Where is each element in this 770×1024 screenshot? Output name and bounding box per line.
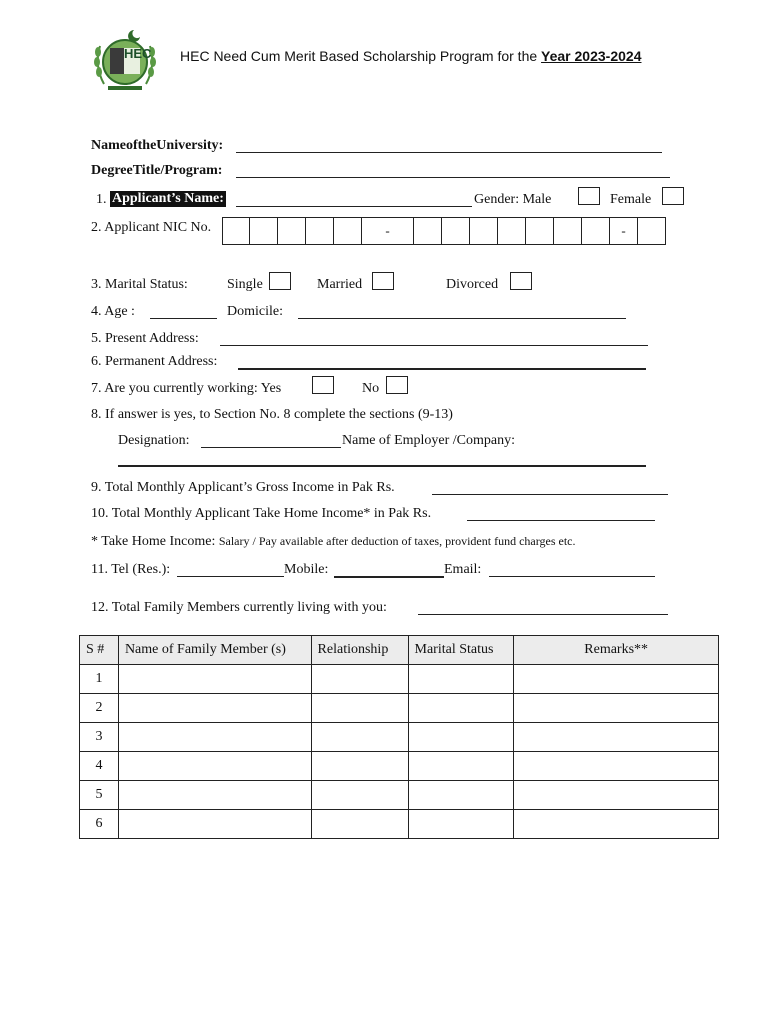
nic-digit-box[interactable] — [278, 217, 306, 245]
male-checkbox[interactable] — [578, 187, 600, 205]
age-line[interactable] — [150, 318, 217, 319]
family-members-line[interactable] — [418, 614, 668, 615]
married-label: Married — [317, 277, 363, 292]
cell-remarks[interactable] — [514, 665, 719, 694]
email-line[interactable] — [489, 576, 655, 577]
title-year: Year 2023-2024 — [541, 48, 642, 64]
designation-label: Designation: — [118, 433, 190, 448]
col-serial: S # — [80, 636, 119, 665]
nic-separator: - — [362, 217, 414, 245]
domicile-line[interactable] — [298, 318, 626, 319]
nic-digit-box[interactable] — [250, 217, 278, 245]
married-checkbox[interactable] — [372, 272, 394, 290]
nic-digit-box[interactable] — [306, 217, 334, 245]
row-number: 5 — [80, 781, 119, 810]
nic-digit-box[interactable] — [414, 217, 442, 245]
cell-relationship[interactable] — [311, 781, 408, 810]
nic-digit-box[interactable] — [222, 217, 250, 245]
nic-digit-box[interactable] — [554, 217, 582, 245]
q1-number: 1. — [96, 192, 107, 207]
nic-digit-box[interactable] — [442, 217, 470, 245]
gross-income-label: 9. Total Monthly Applicant’s Gross Income in Pak Rs. — [91, 480, 395, 495]
nic-separator: - — [610, 217, 638, 245]
table-row — [80, 694, 719, 723]
applicant-name-label: Applicant’s Name: — [112, 191, 224, 206]
title-prefix: HEC Need Cum Merit Based Scholarship Program for the — [180, 48, 542, 64]
family-members-label: 12. Total Family Members currently living with you: — [91, 600, 387, 615]
take-home-income-line[interactable] — [467, 520, 655, 521]
degree-label: DegreeTitle/Program: — [91, 163, 223, 178]
col-remarks: Remarks** — [514, 636, 719, 665]
cell-remarks[interactable] — [514, 694, 719, 723]
female-label: Female — [610, 192, 652, 207]
nic-digit-box[interactable] — [470, 217, 498, 245]
mobile-label: Mobile: — [284, 562, 329, 577]
table-row — [80, 752, 719, 781]
nic-digit-box[interactable] — [582, 217, 610, 245]
col-relationship: Relationship — [311, 636, 408, 665]
cell-relationship[interactable] — [311, 752, 408, 781]
degree-line[interactable] — [236, 177, 670, 178]
gross-income-line[interactable] — [432, 494, 668, 495]
working-label: 7. Are you currently working: Yes — [91, 381, 282, 396]
nic-digit-box[interactable] — [498, 217, 526, 245]
cell-relationship[interactable] — [311, 810, 408, 839]
cell-name[interactable] — [118, 694, 311, 723]
col-marital-status: Marital Status — [408, 636, 514, 665]
gender-label: Gender: Male — [474, 192, 552, 207]
row-number: 6 — [80, 810, 119, 839]
divorced-label: Divorced — [446, 277, 499, 292]
section-instruction: 8. If answer is yes, to Section No. 8 complete the sections (9-13) — [91, 407, 453, 422]
cell-marital[interactable] — [408, 781, 514, 810]
table-header-row — [80, 636, 719, 665]
nic-digit-box[interactable] — [526, 217, 554, 245]
hec-logo — [90, 22, 160, 96]
cell-remarks[interactable] — [514, 723, 719, 752]
family-table — [79, 635, 719, 839]
nic-digit-box[interactable] — [638, 217, 666, 245]
working-no-label: No — [362, 381, 380, 396]
cell-relationship[interactable] — [311, 723, 408, 752]
applicant-name-line[interactable] — [236, 206, 472, 207]
tel-line[interactable] — [177, 576, 284, 577]
row-number: 1 — [80, 665, 119, 694]
cell-marital[interactable] — [408, 665, 514, 694]
table-row — [80, 781, 719, 810]
working-yes-checkbox[interactable] — [312, 376, 334, 394]
logo-text: HEC — [124, 46, 152, 61]
cell-relationship[interactable] — [311, 665, 408, 694]
female-checkbox[interactable] — [662, 187, 684, 205]
cell-name[interactable] — [118, 665, 311, 694]
mobile-line[interactable] — [334, 576, 444, 578]
domicile-label: Domicile: — [227, 304, 283, 319]
row-number: 4 — [80, 752, 119, 781]
divorced-checkbox[interactable] — [510, 272, 532, 290]
tel-label: 11. Tel (Res.): — [91, 562, 171, 577]
employer-line[interactable] — [118, 465, 646, 467]
cell-remarks[interactable] — [514, 810, 719, 839]
working-no-checkbox[interactable] — [386, 376, 408, 394]
cell-relationship[interactable] — [311, 694, 408, 723]
present-address-line[interactable] — [220, 345, 648, 346]
table-row — [80, 665, 719, 694]
university-label: NameoftheUniversity: — [91, 138, 224, 153]
cell-remarks[interactable] — [514, 781, 719, 810]
nic-digit-box[interactable] — [334, 217, 362, 245]
single-checkbox[interactable] — [269, 272, 291, 290]
cell-name[interactable] — [118, 723, 311, 752]
table-row — [80, 810, 719, 839]
single-label: Single — [227, 277, 263, 292]
designation-line[interactable] — [201, 447, 341, 448]
university-line[interactable] — [236, 152, 662, 153]
cell-name[interactable] — [118, 781, 311, 810]
table-row — [80, 723, 719, 752]
cell-marital[interactable] — [408, 694, 514, 723]
age-label: 4. Age : — [91, 304, 135, 319]
note-text: Salary / Pay available after deduction of taxes, provident fund charges etc. — [218, 534, 576, 548]
row-number: 2 — [80, 694, 119, 723]
row-number: 3 — [80, 723, 119, 752]
cell-marital[interactable] — [408, 723, 514, 752]
note-label: * Take Home Income: — [91, 534, 219, 549]
page-title — [180, 48, 641, 64]
nic-boxes[interactable] — [222, 217, 666, 245]
cell-marital[interactable] — [408, 752, 514, 781]
cell-name[interactable] — [118, 752, 311, 781]
cell-marital[interactable] — [408, 810, 514, 839]
cell-remarks[interactable] — [514, 752, 719, 781]
present-address-label: 5. Present Address: — [91, 331, 199, 346]
employer-label: Name of Employer /Company: — [342, 433, 516, 448]
permanent-address-label: 6. Permanent Address: — [91, 354, 218, 369]
col-family-member: Name of Family Member (s) — [118, 636, 311, 665]
nic-label: 2. Applicant NIC No. — [91, 220, 212, 235]
cell-name[interactable] — [118, 810, 311, 839]
marital-status-label: 3. Marital Status: — [91, 277, 188, 292]
take-home-income-label: 10. Total Monthly Applicant Take Home Income* in Pak Rs. — [91, 506, 432, 521]
permanent-address-line[interactable] — [238, 368, 646, 370]
email-label: Email: — [444, 562, 482, 577]
take-home-note — [91, 534, 576, 550]
